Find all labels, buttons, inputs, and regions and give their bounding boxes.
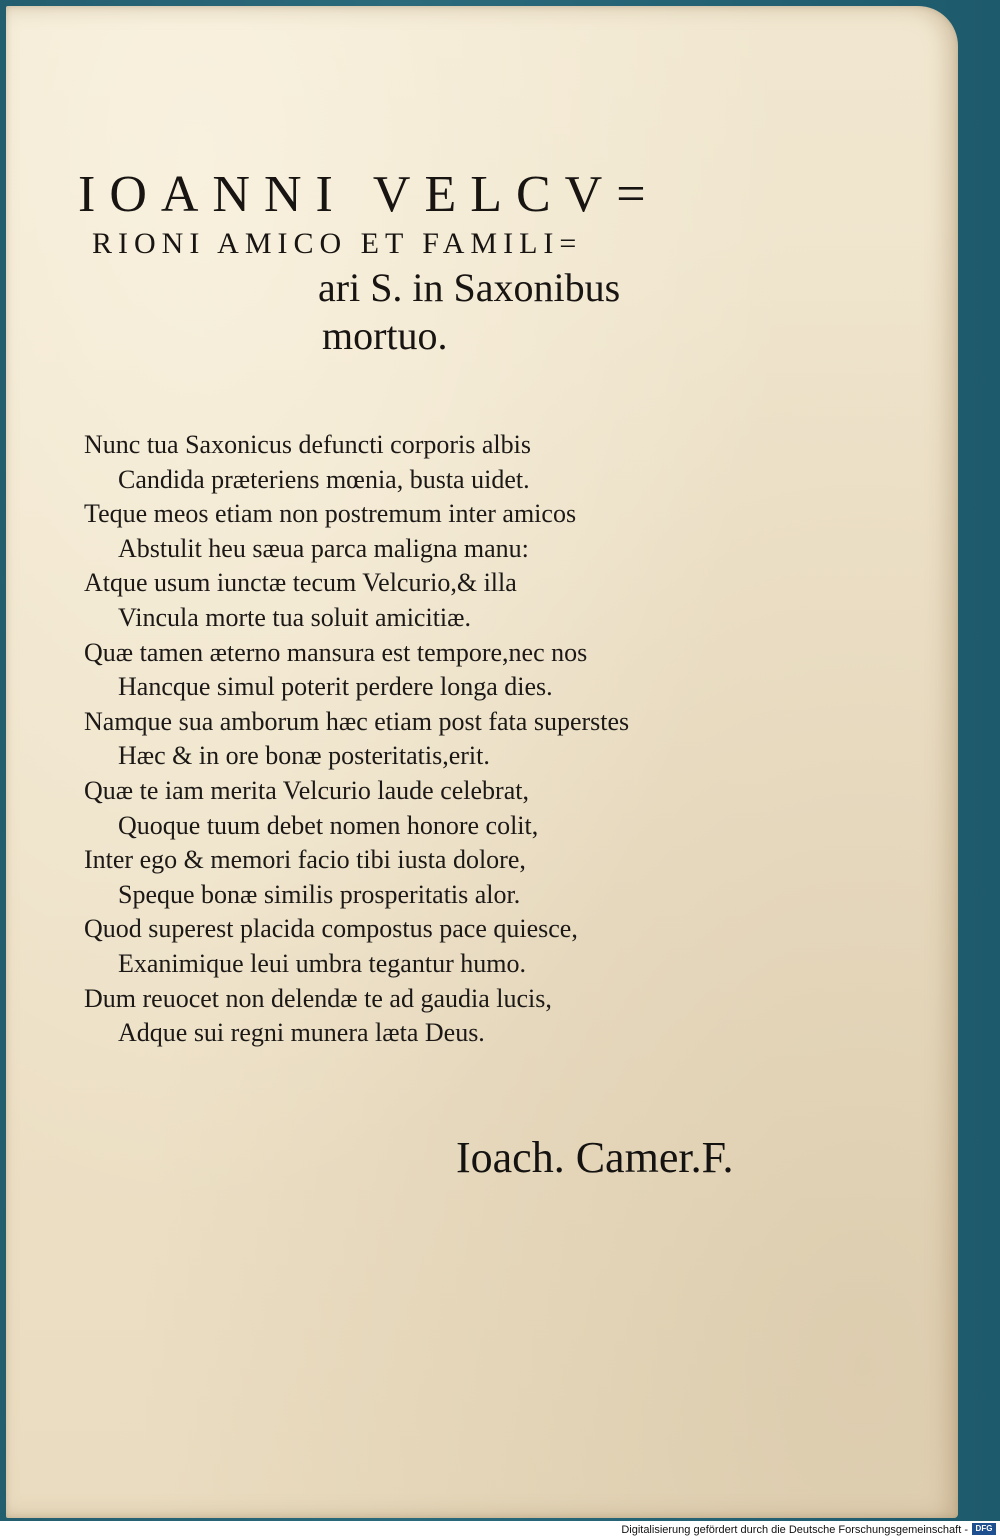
- verse-line: Quæ te iam merita Velcurio laude celebrat,: [84, 775, 529, 805]
- verse-line: Hæc & in ore bonæ posteritatis,erit.: [118, 741, 490, 771]
- verse-line: Abstulit heu sæua parca maligna manu:: [118, 533, 529, 563]
- poem-body: [84, 428, 764, 1051]
- verse-line: Atque usum iunctæ tecum Velcurio,& illa: [84, 568, 517, 598]
- verse-line: Hancque simul poterit perdere longa dies.: [118, 672, 553, 702]
- verse-line: Quæ tamen æterno mansura est tempore,nec nos: [84, 637, 588, 667]
- verse-line: Candida præteriens mœnia, busta uidet.: [118, 464, 530, 494]
- funding-credit: Digitalisierung gefördert durch die Deutsche Forschungsgemeinschaft -: [621, 1524, 968, 1536]
- verse-line: Adque sui regni munera læta Deus.: [118, 1018, 485, 1048]
- verse-line: Vincula morte tua soluit amicitiæ.: [118, 602, 471, 632]
- verse-line: Quoque tuum debet nomen honore colit,: [118, 810, 539, 840]
- verse-line: Namque sua amborum hæc etiam post fata superstes: [84, 706, 630, 736]
- footer-bar: [0, 1521, 1000, 1537]
- dfg-logo: DFG: [972, 1523, 996, 1535]
- verse-line: Teque meos etiam non postremum inter amicos: [84, 499, 577, 529]
- title-line-3: ari S. in Saxonibus: [318, 265, 621, 310]
- verse-line: Inter ego & memori facio tibi iusta dolore,: [84, 845, 526, 875]
- title-line-2: RIONI AMICO ET FAMILI=: [92, 227, 583, 260]
- verse-line: Quod superest placida compostus pace quiesce,: [84, 914, 578, 944]
- poem-title: [78, 166, 798, 360]
- verse-line: Nunc tua Saxonicus defuncti corporis albis: [84, 430, 531, 459]
- verse-line: Exanimique leui umbra tegantur humo.: [118, 948, 526, 978]
- title-line-1: IOANNI VELCV=: [78, 166, 660, 223]
- title-line-4: mortuo.: [322, 313, 448, 358]
- book-page: [6, 6, 958, 1518]
- author-signature: Ioach. Camer.F.: [456, 1133, 734, 1182]
- verse-line: Speque bonæ similis prosperitatis alor.: [118, 879, 521, 909]
- verse-line: Dum reuocet non delendæ te ad gaudia lucis,: [84, 983, 552, 1013]
